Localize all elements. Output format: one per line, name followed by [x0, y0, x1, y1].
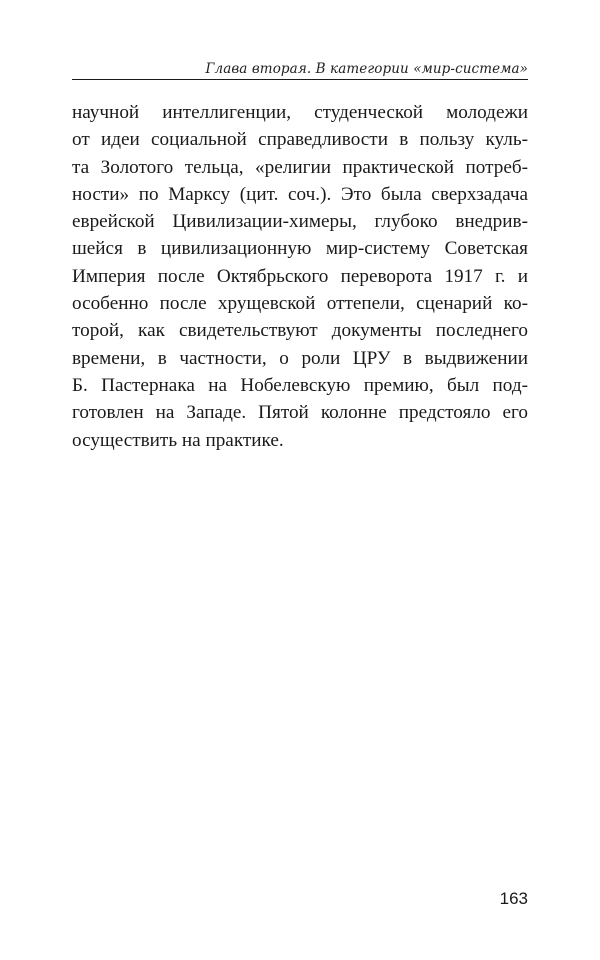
running-head: Глава вторая. В категории «мир-система» — [205, 61, 528, 77]
page-number: 163 — [499, 889, 528, 908]
text-line: шейся в цивилизационную мир-систему Советская — [72, 238, 528, 260]
text-line: торой, как свидетельствуют документы последнего — [72, 320, 528, 342]
text-line: еврейской Цивилизации-химеры, глубоко внедрив- — [72, 211, 528, 233]
text-line: та Золотого тельца, «религии практической потреб- — [72, 156, 528, 178]
header-rule — [72, 79, 528, 80]
text-line: готовлен на Западе. Пятой колонне предстояло его — [72, 402, 528, 424]
text-line: Б. Пастернака на Нобелевскую премию, был под- — [72, 374, 528, 396]
text-line: осуществить на практике. — [72, 429, 284, 451]
text-line: от идеи социальной справедливости в пользу куль- — [72, 129, 528, 151]
text-line: научной интеллигенции, студенческой молодежи — [72, 102, 528, 123]
text-line: особенно после хрущевской оттепели, сценарий ко- — [72, 293, 528, 315]
text-line: Империя после Октябрьского переворота 1917 г. и — [72, 265, 528, 287]
body-paragraph — [72, 99, 528, 454]
text-line: ности» по Марксу (цит. соч.). Это была сверхзадача — [72, 183, 528, 205]
text-line: времени, в частности, о роли ЦРУ в выдвижении — [72, 347, 528, 369]
